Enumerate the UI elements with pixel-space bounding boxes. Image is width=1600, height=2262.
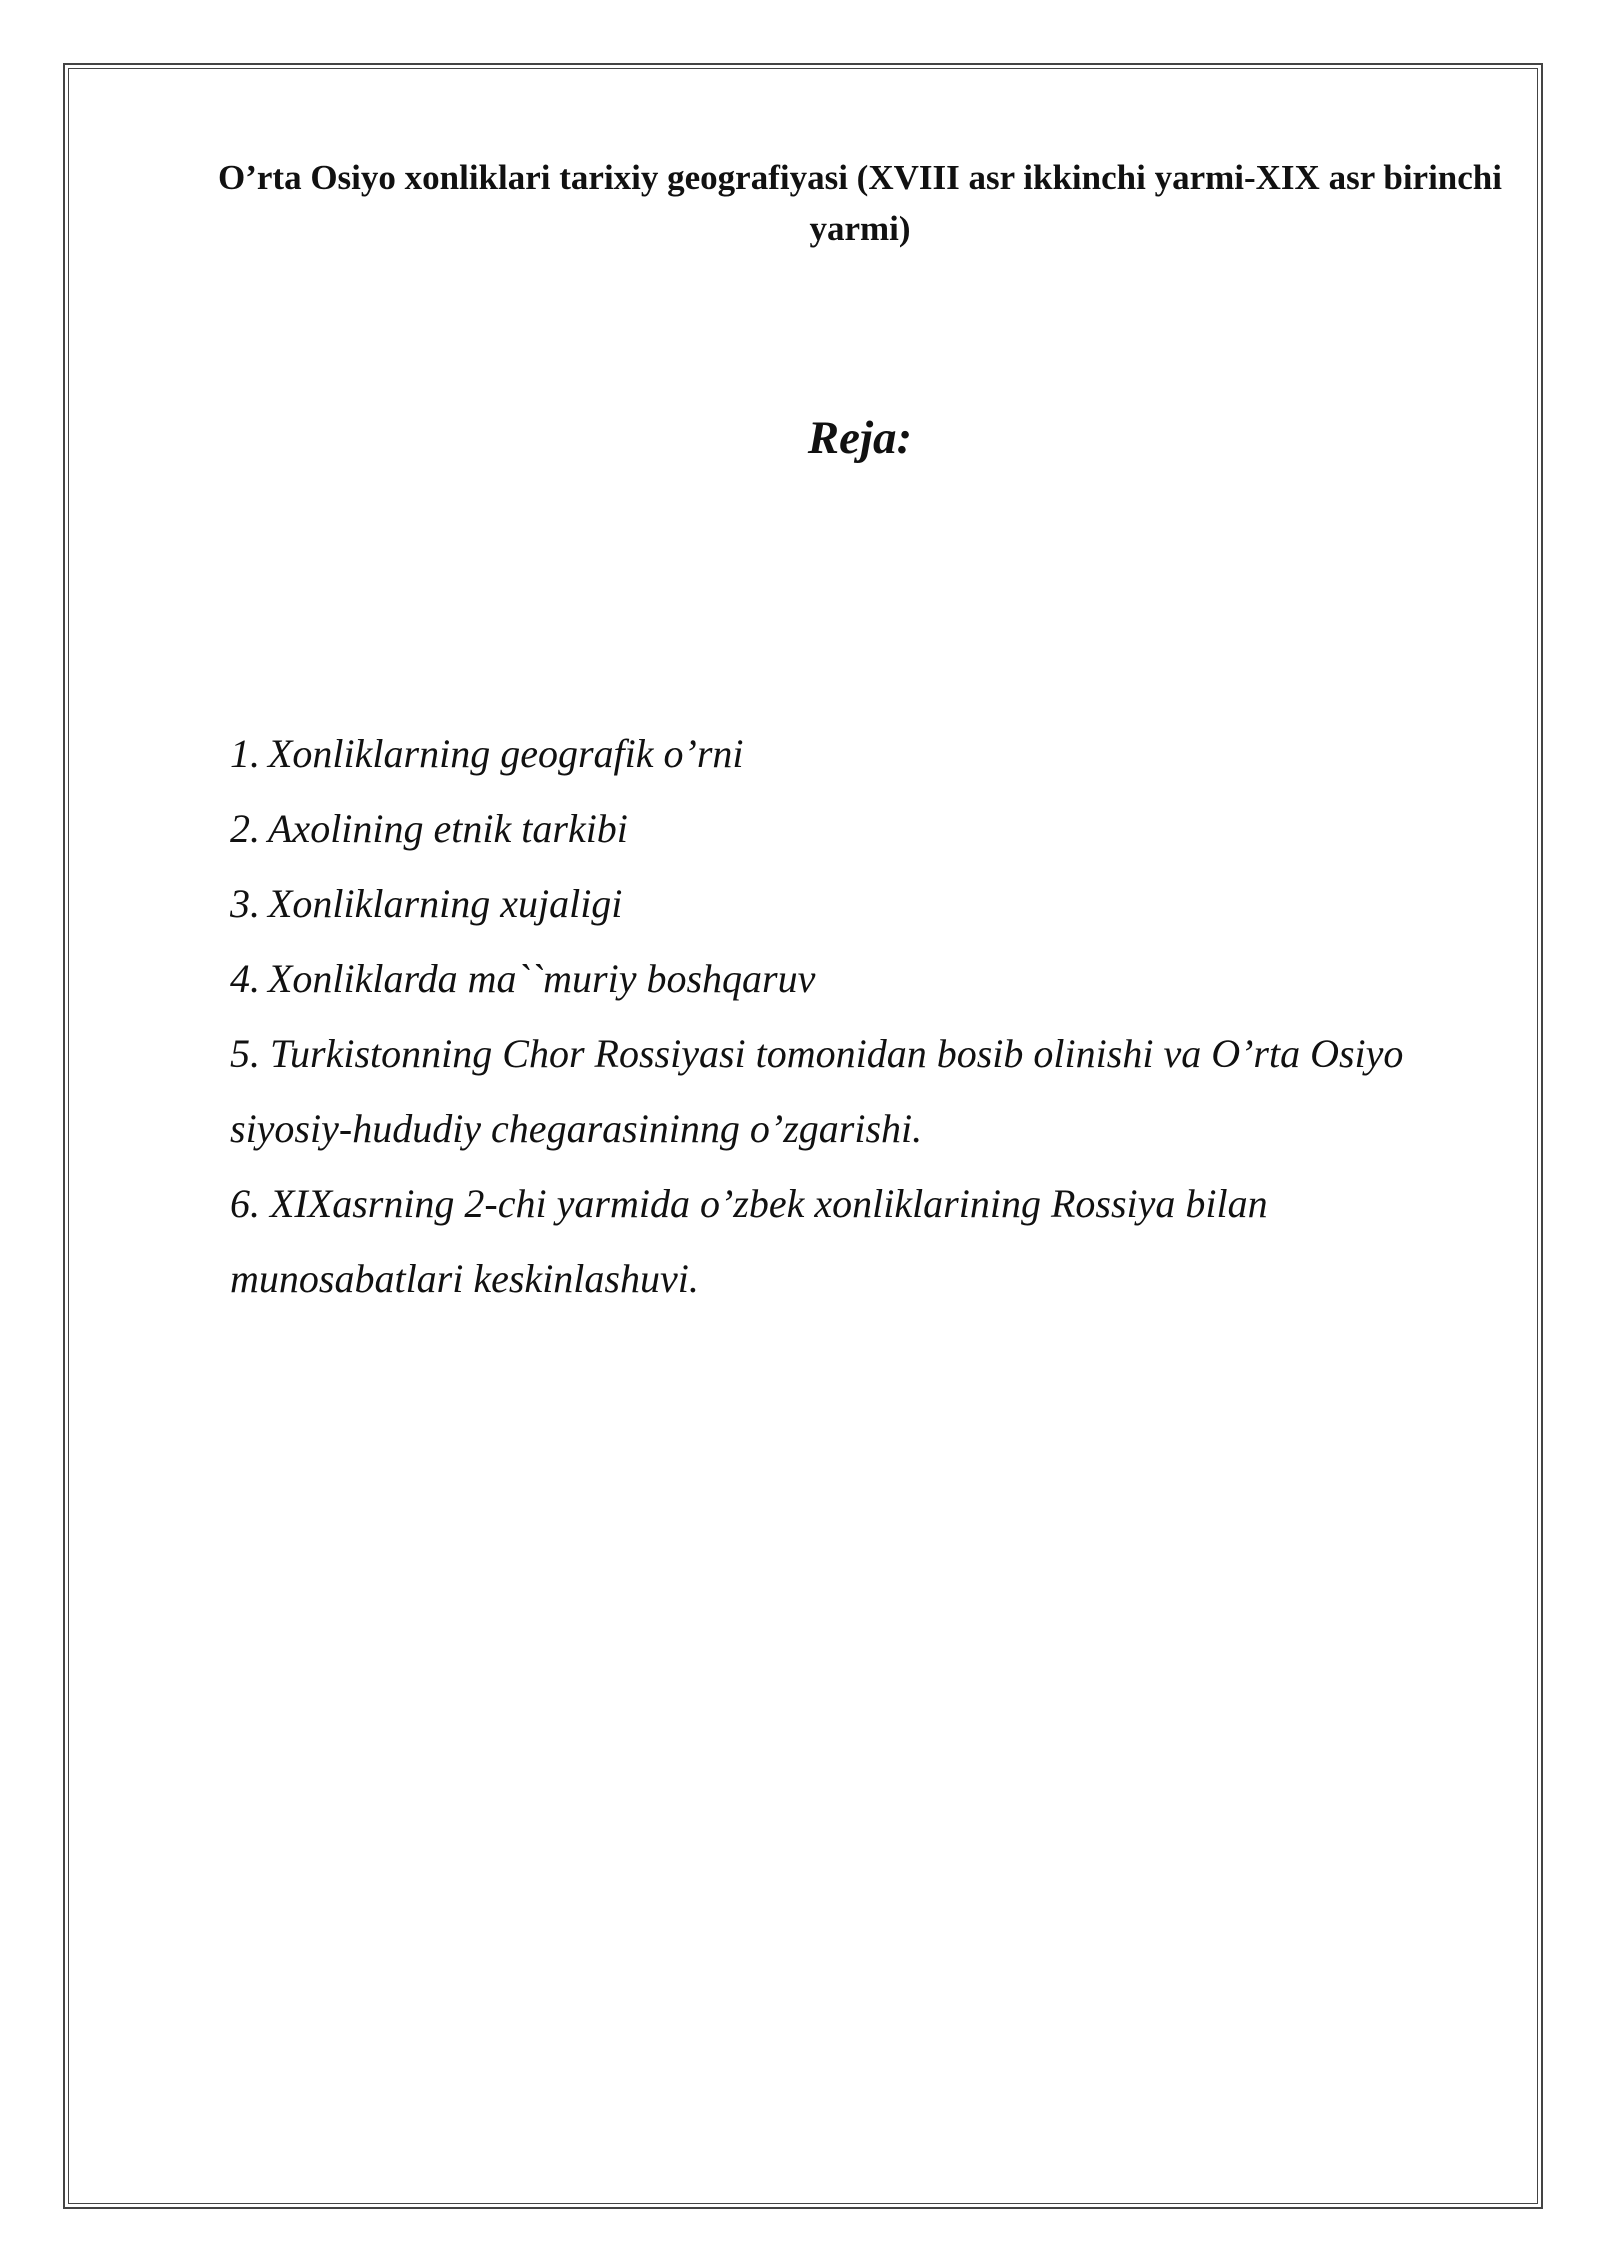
plan-item-1 [230, 716, 1430, 791]
plan-item-number: 6. [230, 1181, 260, 1226]
plan-item-text: XIXasrning 2-chi yarmida o’zbek xonliklarining Rossiya bilan munosabatlari keskinlashuvi. [230, 1181, 1268, 1301]
plan-list [230, 716, 1430, 1316]
plan-item-4 [230, 941, 1430, 1016]
plan-item-5 [230, 1016, 1430, 1166]
plan-item-number: 1. [230, 731, 260, 776]
plan-item-text: Xonliklarning geografik o’rni [268, 731, 744, 776]
plan-item-number: 5. [230, 1031, 260, 1076]
plan-item-text: Axolining etnik tarkibi [268, 806, 628, 851]
plan-item-text: Xonliklarda ma``muriy boshqaruv [268, 956, 816, 1001]
plan-item-text: Xonliklarning xujaligi [268, 881, 623, 926]
plan-heading: Reja: [807, 412, 913, 464]
plan-item-3 [230, 866, 1430, 941]
plan-item-text: Turkistonning Chor Rossiyasi tomonidan bosib olinishi va O’rta Osiyo siyosiy-hududiy chegarasininng o’zgarishi. [230, 1031, 1404, 1151]
plan-item-2 [230, 791, 1430, 866]
plan-item-number: 2. [230, 806, 260, 851]
plan-item-number: 3. [230, 881, 260, 926]
plan-item-6 [230, 1166, 1430, 1316]
document-title: O’rta Osiyo xonliklari tarixiy geografiyasi (XVIII asr ikkinchi yarmi-XIX asr birinchi yarmi) [218, 158, 1502, 248]
plan-item-number: 4. [230, 956, 260, 1001]
